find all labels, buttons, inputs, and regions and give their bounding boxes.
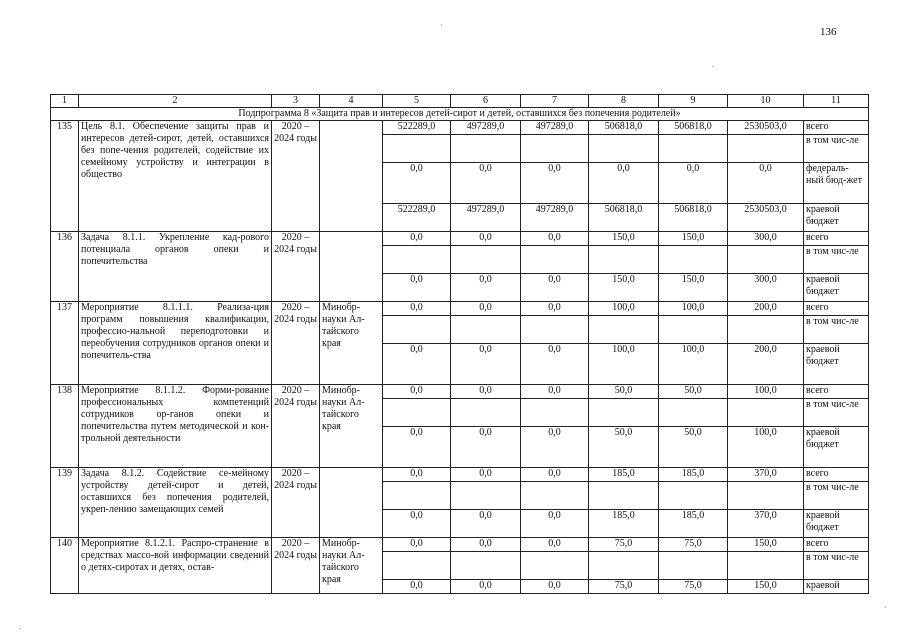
- col-number: 4: [320, 95, 383, 108]
- funding-type: федераль-ный бюд-жет: [804, 163, 869, 204]
- table-row: [51, 232, 869, 246]
- value-cell: 100,0: [589, 302, 659, 316]
- value-cell: 2530503,0: [728, 204, 804, 232]
- value-cell: 100,0: [728, 385, 804, 399]
- value-cell: 0,0: [383, 163, 451, 204]
- executor: Минобр-науки Ал-тайского края: [320, 385, 383, 468]
- value-cell: [383, 552, 451, 580]
- value-cell: 0,0: [521, 302, 589, 316]
- funding-type: краевой: [804, 580, 869, 594]
- value-cell: 0,0: [383, 468, 451, 482]
- value-cell: [659, 482, 728, 510]
- value-cell: 0,0: [521, 344, 589, 385]
- period: 2020 – 2024 годы: [272, 538, 320, 594]
- value-cell: 0,0: [383, 344, 451, 385]
- value-cell: 370,0: [728, 510, 804, 538]
- value-cell: 0,0: [521, 427, 589, 468]
- value-cell: 506818,0: [589, 204, 659, 232]
- value-cell: [521, 399, 589, 427]
- value-cell: 0,0: [451, 538, 521, 552]
- value-cell: [521, 316, 589, 344]
- value-cell: 497289,0: [451, 204, 521, 232]
- value-cell: [383, 399, 451, 427]
- value-cell: 0,0: [383, 385, 451, 399]
- funding-type: в том чис-ле: [804, 552, 869, 580]
- value-cell: 50,0: [659, 427, 728, 468]
- col-number: 10: [728, 95, 804, 108]
- activity-description: Задача 8.1.2. Содействие се-мейному устройству детей-сирот и детей, оставшихся без попечения родителей, укреп-лению замещающих семей: [79, 468, 272, 538]
- funding-type: всего: [804, 385, 869, 399]
- col-number: 9: [659, 95, 728, 108]
- value-cell: 150,0: [589, 274, 659, 302]
- row-number: 140: [51, 538, 79, 594]
- value-cell: [728, 399, 804, 427]
- value-cell: 497289,0: [521, 121, 589, 135]
- value-cell: [589, 316, 659, 344]
- funding-type: всего: [804, 468, 869, 482]
- funding-type: краевой бюджет: [804, 274, 869, 302]
- value-cell: 75,0: [589, 538, 659, 552]
- value-cell: 0,0: [728, 163, 804, 204]
- value-cell: [589, 135, 659, 163]
- value-cell: [521, 135, 589, 163]
- executor: [320, 121, 383, 232]
- table-row: [51, 468, 869, 482]
- value-cell: 497289,0: [451, 121, 521, 135]
- value-cell: 185,0: [659, 468, 728, 482]
- value-cell: 185,0: [659, 510, 728, 538]
- value-cell: [451, 135, 521, 163]
- funding-type: в том чис-ле: [804, 399, 869, 427]
- value-cell: 50,0: [589, 427, 659, 468]
- activity-description: Мероприятие 8.1.1.1. Реализа-ция программ повышения квалификации, профессио-нальной переподготовки и переобучения сотрудников органов опеки и попечитель-ства: [79, 302, 272, 385]
- col-number: 11: [804, 95, 869, 108]
- value-cell: [383, 316, 451, 344]
- value-cell: 2530503,0: [728, 121, 804, 135]
- period: 2020 – 2024 годы: [272, 468, 320, 538]
- executor: Минобр-науки Ал-тайского края: [320, 302, 383, 385]
- value-cell: 506818,0: [589, 121, 659, 135]
- value-cell: [451, 246, 521, 274]
- value-cell: [383, 246, 451, 274]
- value-cell: 0,0: [521, 163, 589, 204]
- table-row: [51, 302, 869, 316]
- value-cell: [728, 552, 804, 580]
- value-cell: [383, 482, 451, 510]
- value-cell: 0,0: [383, 302, 451, 316]
- funding-type: краевой бюджет: [804, 510, 869, 538]
- value-cell: 0,0: [521, 274, 589, 302]
- value-cell: 150,0: [728, 580, 804, 594]
- table-row: [51, 538, 869, 552]
- col-number: 7: [521, 95, 589, 108]
- value-cell: 75,0: [659, 580, 728, 594]
- scan-speck: [712, 66, 713, 67]
- value-cell: [728, 135, 804, 163]
- row-number: 135: [51, 121, 79, 232]
- col-number: 1: [51, 95, 79, 108]
- value-cell: 0,0: [521, 538, 589, 552]
- scan-speck: [20, 628, 21, 629]
- table-row: [51, 385, 869, 399]
- value-cell: 0,0: [451, 232, 521, 246]
- value-cell: 300,0: [728, 274, 804, 302]
- value-cell: 506818,0: [659, 121, 728, 135]
- row-number: 137: [51, 302, 79, 385]
- period: 2020 – 2024 годы: [272, 121, 320, 232]
- value-cell: 0,0: [451, 163, 521, 204]
- value-cell: [451, 399, 521, 427]
- value-cell: [659, 399, 728, 427]
- value-cell: 522289,0: [383, 121, 451, 135]
- value-cell: 100,0: [659, 344, 728, 385]
- executor: [320, 468, 383, 538]
- value-cell: 0,0: [521, 385, 589, 399]
- scan-speck: [885, 607, 886, 608]
- value-cell: 0,0: [521, 510, 589, 538]
- value-cell: [728, 482, 804, 510]
- value-cell: 370,0: [728, 468, 804, 482]
- value-cell: 185,0: [589, 468, 659, 482]
- value-cell: [451, 482, 521, 510]
- activity-description: Мероприятие 8.1.1.2. Форми-рование профессиональных компетенций сотрудников ор-ганов опеки и попечительства путем методической и кон-трольной деятельности: [79, 385, 272, 468]
- value-cell: 200,0: [728, 302, 804, 316]
- value-cell: 0,0: [659, 163, 728, 204]
- value-cell: 506818,0: [659, 204, 728, 232]
- value-cell: [451, 316, 521, 344]
- funding-type: в том чис-ле: [804, 316, 869, 344]
- value-cell: 0,0: [383, 232, 451, 246]
- value-cell: [521, 482, 589, 510]
- value-cell: 497289,0: [521, 204, 589, 232]
- value-cell: 0,0: [451, 302, 521, 316]
- col-number: 3: [272, 95, 320, 108]
- funding-type: краевой бюджет: [804, 204, 869, 232]
- page-number: 136: [820, 26, 837, 38]
- value-cell: 75,0: [589, 580, 659, 594]
- funding-type: в том чис-ле: [804, 135, 869, 163]
- funding-type: всего: [804, 121, 869, 135]
- value-cell: [659, 552, 728, 580]
- funding-type: краевой бюджет: [804, 427, 869, 468]
- value-cell: 300,0: [728, 232, 804, 246]
- row-number: 139: [51, 468, 79, 538]
- value-cell: [451, 552, 521, 580]
- value-cell: 0,0: [451, 385, 521, 399]
- scan-speck: [441, 24, 442, 25]
- subprogram-title: Подпрограмма 8 «Защита прав и интересов детей-сирот и детей, оставшихся без попечения родителей»: [51, 108, 869, 121]
- funding-type: всего: [804, 538, 869, 552]
- value-cell: 0,0: [451, 468, 521, 482]
- value-cell: [659, 246, 728, 274]
- value-cell: 0,0: [521, 580, 589, 594]
- value-cell: 150,0: [728, 538, 804, 552]
- funding-type: всего: [804, 232, 869, 246]
- value-cell: 0,0: [451, 510, 521, 538]
- value-cell: 0,0: [451, 427, 521, 468]
- row-number: 136: [51, 232, 79, 302]
- value-cell: 0,0: [451, 344, 521, 385]
- value-cell: [589, 246, 659, 274]
- executor: Минобр-науки Ал-тайского края: [320, 538, 383, 594]
- value-cell: 150,0: [659, 232, 728, 246]
- value-cell: 0,0: [451, 580, 521, 594]
- value-cell: 0,0: [383, 580, 451, 594]
- value-cell: 100,0: [659, 302, 728, 316]
- budget-table: [50, 94, 869, 594]
- value-cell: [521, 246, 589, 274]
- period: 2020 – 2024 годы: [272, 302, 320, 385]
- value-cell: 0,0: [383, 274, 451, 302]
- column-number-row: [51, 95, 869, 108]
- funding-type: в том чис-ле: [804, 246, 869, 274]
- funding-type: краевой бюджет: [804, 344, 869, 385]
- value-cell: 0,0: [383, 427, 451, 468]
- table-row: [51, 121, 869, 135]
- col-number: 8: [589, 95, 659, 108]
- value-cell: [659, 316, 728, 344]
- subprogram-title-row: [51, 108, 869, 121]
- period: 2020 – 2024 годы: [272, 232, 320, 302]
- period: 2020 – 2024 годы: [272, 385, 320, 468]
- value-cell: [728, 316, 804, 344]
- value-cell: 0,0: [383, 538, 451, 552]
- activity-description: Цель 8.1. Обеспечение защиты прав и интересов детей-сирот, детей, оставшихся без попе-чения родителей, содействие их семейному устройству и интеграции в общество: [79, 121, 272, 232]
- value-cell: 0,0: [521, 468, 589, 482]
- value-cell: 185,0: [589, 510, 659, 538]
- activity-description: Мероприятие 8.1.2.1. Распро-странение в средствах массо-вой информации сведений о детях-сиротах и детях, остав-: [79, 538, 272, 594]
- value-cell: 100,0: [589, 344, 659, 385]
- value-cell: [589, 399, 659, 427]
- value-cell: [383, 135, 451, 163]
- value-cell: 0,0: [521, 232, 589, 246]
- col-number: 6: [451, 95, 521, 108]
- value-cell: 100,0: [728, 427, 804, 468]
- value-cell: 200,0: [728, 344, 804, 385]
- value-cell: [659, 135, 728, 163]
- value-cell: 522289,0: [383, 204, 451, 232]
- value-cell: 0,0: [451, 274, 521, 302]
- value-cell: 150,0: [659, 274, 728, 302]
- funding-type: всего: [804, 302, 869, 316]
- value-cell: 0,0: [383, 510, 451, 538]
- col-number: 5: [383, 95, 451, 108]
- activity-description: Задача 8.1.1. Укрепление кад-рового потенциала органов опеки и попечительства: [79, 232, 272, 302]
- value-cell: 50,0: [659, 385, 728, 399]
- value-cell: [521, 552, 589, 580]
- value-cell: 0,0: [589, 163, 659, 204]
- row-number: 138: [51, 385, 79, 468]
- funding-type: в том чис-ле: [804, 482, 869, 510]
- value-cell: [728, 246, 804, 274]
- executor: [320, 232, 383, 302]
- col-number: 2: [79, 95, 272, 108]
- value-cell: 50,0: [589, 385, 659, 399]
- value-cell: 150,0: [589, 232, 659, 246]
- value-cell: [589, 482, 659, 510]
- value-cell: 75,0: [659, 538, 728, 552]
- value-cell: [589, 552, 659, 580]
